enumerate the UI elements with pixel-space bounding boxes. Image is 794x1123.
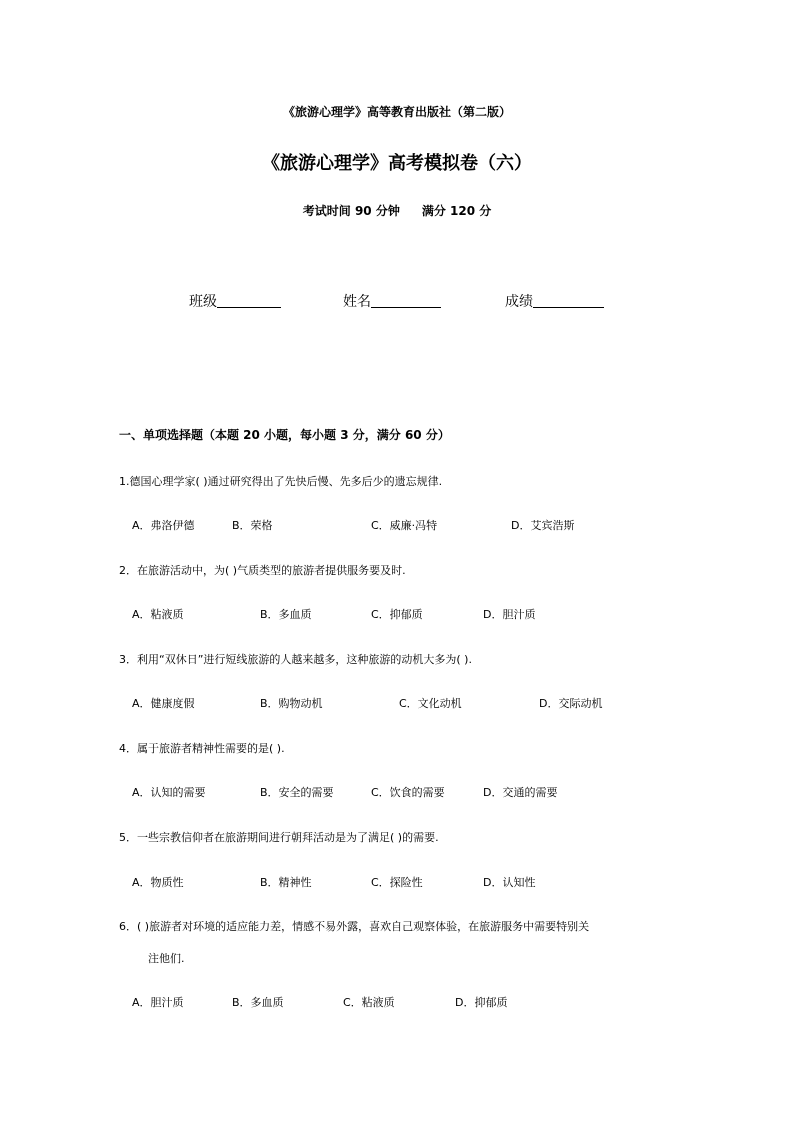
name-field[interactable]: [343, 291, 441, 311]
q2-option-c[interactable]: C．抑郁质: [371, 608, 423, 621]
q1-option-c[interactable]: C．威廉·冯特: [371, 519, 438, 532]
q5-option-d[interactable]: D．认知性: [483, 876, 536, 889]
q3-option-a[interactable]: A．健康度假: [132, 697, 195, 710]
exam-title: 《旅游心理学》高考模拟卷（六）: [262, 153, 532, 174]
q1-option-a[interactable]: A．弗洛伊德: [132, 519, 195, 532]
class-blank[interactable]: [217, 293, 281, 308]
q4-option-d[interactable]: D．交通的需要: [483, 786, 558, 799]
q6-option-a[interactable]: A．胆汁质: [132, 996, 184, 1009]
q4-option-c[interactable]: C．饮食的需要: [371, 786, 445, 799]
q6-option-c[interactable]: C．粘液质: [343, 996, 395, 1009]
name-label: 姓名: [343, 294, 371, 310]
class-label: 班级: [189, 294, 217, 310]
question-6-continuation: 注他们.: [148, 952, 185, 965]
score-label: 成绩: [505, 294, 533, 310]
q2-option-b[interactable]: B．多血质: [260, 608, 312, 621]
exam-time: 考试时间 90 分钟: [302, 204, 400, 218]
q3-option-d[interactable]: D．交际动机: [539, 697, 603, 710]
question-4: 4．属于旅游者精神性需要的是( ).: [119, 742, 285, 755]
q2-option-a[interactable]: A．粘液质: [132, 608, 184, 621]
name-blank[interactable]: [371, 293, 441, 308]
q6-option-d[interactable]: D．抑郁质: [455, 996, 508, 1009]
question-1: 1.德国心理学家( )通过研究得出了先快后慢、先多后少的遗忘规律.: [119, 475, 443, 488]
question-3: 3．利用“双休日”进行短线旅游的人越来越多，这种旅游的动机大多为( ).: [119, 653, 472, 666]
score-blank[interactable]: [533, 293, 604, 308]
q1-option-d[interactable]: D．艾宾浩斯: [511, 519, 575, 532]
q4-option-b[interactable]: B．安全的需要: [260, 786, 334, 799]
q5-option-b[interactable]: B．精神性: [260, 876, 312, 889]
q6-option-b[interactable]: B．多血质: [232, 996, 284, 1009]
exam-meta: [0, 202, 794, 219]
question-2: 2．在旅游活动中，为( )气质类型的旅游者提供服务要及时.: [119, 564, 406, 577]
q1-option-b[interactable]: B．荣格: [232, 519, 273, 532]
q5-option-c[interactable]: C．探险性: [371, 876, 423, 889]
q3-option-b[interactable]: B．购物动机: [260, 697, 323, 710]
q3-option-c[interactable]: C．文化动机: [399, 697, 462, 710]
publisher-line: 《旅游心理学》高等教育出版社（第二版）: [282, 105, 511, 119]
question-6: 6．( )旅游者对环境的适应能力差，情感不易外露，喜欢自己观察体验，在旅游服务中需要特别关: [119, 920, 590, 933]
exam-full-score: 满分 120 分: [421, 204, 492, 218]
section-heading: 一、单项选择题（本题 20 小题，每小题 3 分，满分 60 分）: [119, 428, 450, 442]
q2-option-d[interactable]: D．胆汁质: [483, 608, 536, 621]
q5-option-a[interactable]: A．物质性: [132, 876, 184, 889]
class-field[interactable]: [189, 291, 281, 311]
q4-option-a[interactable]: A．认知的需要: [132, 786, 206, 799]
score-field[interactable]: [505, 291, 604, 311]
question-5: 5．一些宗教信仰者在旅游期间进行朝拜活动是为了满足( )的需要.: [119, 831, 439, 844]
